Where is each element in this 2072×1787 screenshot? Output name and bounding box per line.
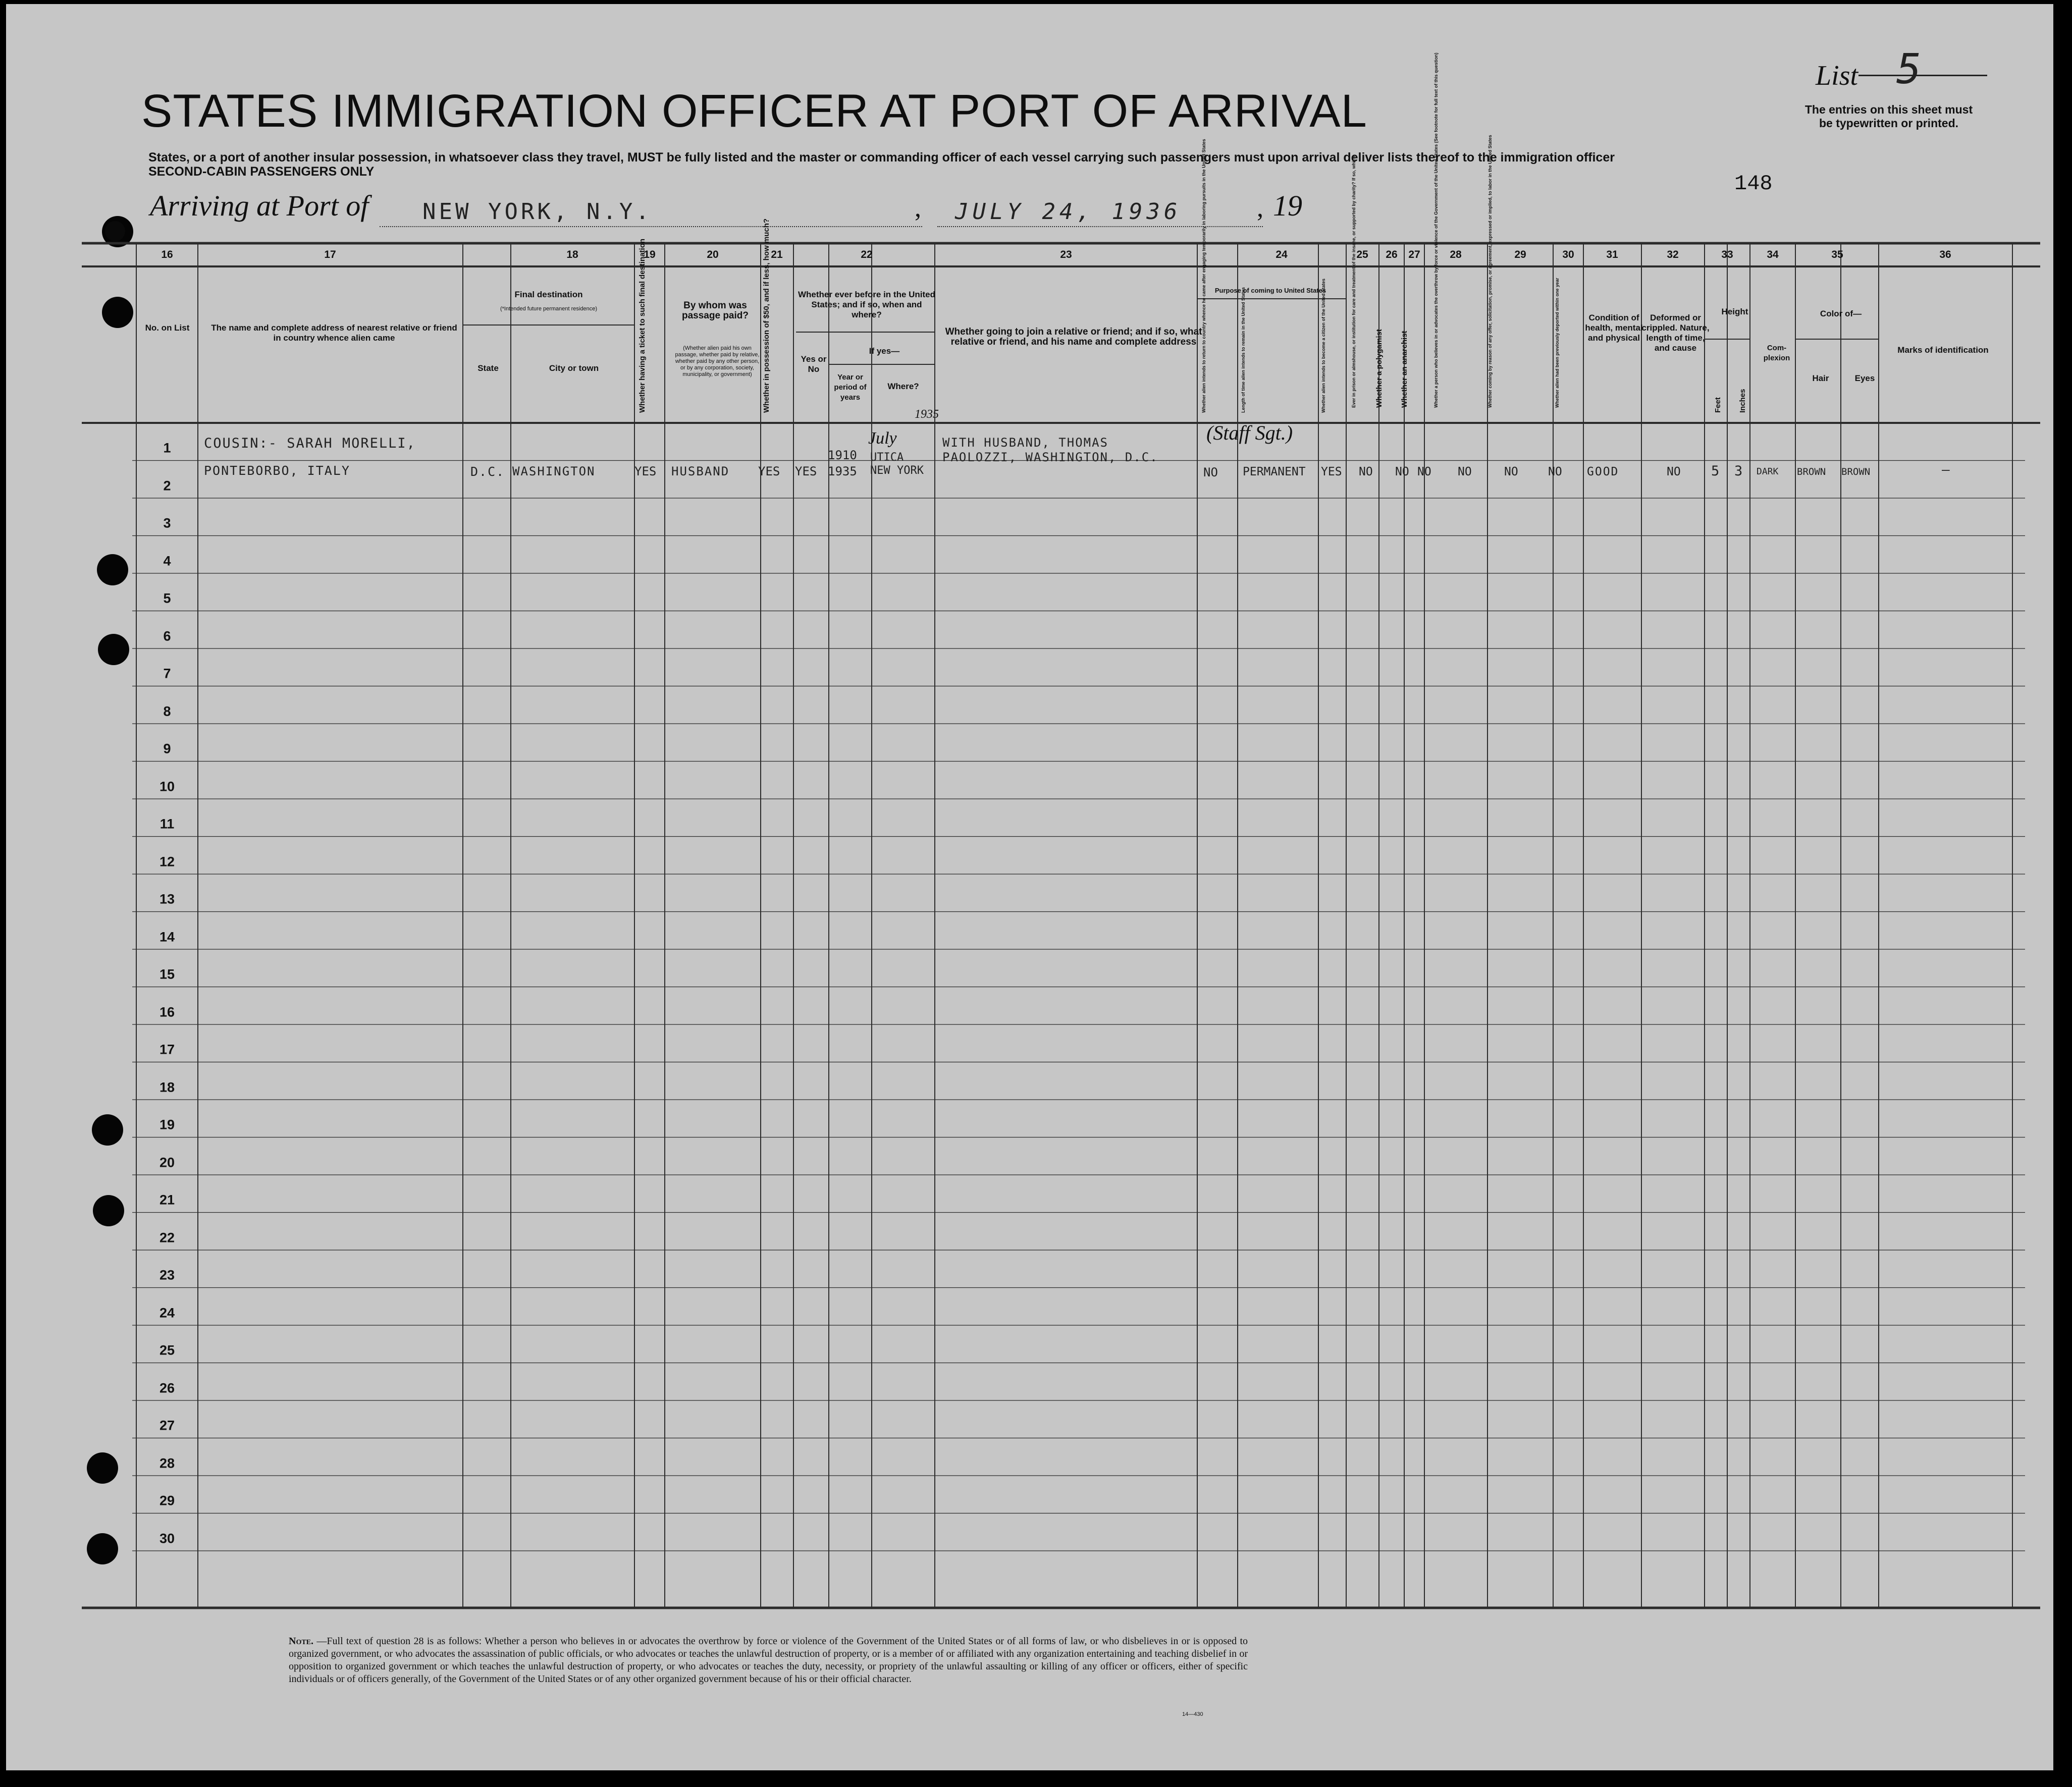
column-number: 22: [861, 249, 873, 260]
header-condition: Condition of health, mental and physical: [1585, 313, 1643, 343]
column-number: 29: [1514, 249, 1526, 260]
row-number: 27: [159, 1418, 175, 1433]
row-number: 17: [159, 1042, 175, 1057]
entry-city: WASHINGTON: [512, 464, 596, 478]
entry-feet: 5: [1711, 463, 1720, 479]
row-number: 18: [159, 1079, 175, 1095]
header-polygamist: Whether a polygamist: [1375, 329, 1384, 408]
entry-where-year: 1935: [915, 408, 939, 421]
entry-marks: —: [1942, 462, 1950, 477]
header-hair: Hair: [1812, 373, 1829, 383]
header-ticket: Whether having a ticket to such final destination: [638, 238, 647, 413]
entry-hair: BROWN: [1797, 466, 1826, 477]
row-number: 1: [163, 440, 171, 456]
header-money: Whether in possession of $50, and if less, how much?: [762, 218, 771, 413]
row-number: 9: [163, 741, 171, 756]
entry-staff-sgt: (Staff Sgt.): [1206, 421, 1293, 444]
header-no-on-list: No. on List: [145, 323, 190, 333]
entry-where-1: UTICA: [870, 451, 904, 464]
row-number: 12: [159, 854, 175, 870]
page-number: 148: [1734, 172, 1773, 196]
entry-citizen: YES: [1321, 465, 1342, 478]
entry-eyes: BROWN: [1841, 466, 1871, 477]
manifest-sheet: [6, 4, 2053, 1770]
entry-year-2: 1935: [828, 464, 857, 478]
header-complexion: Com-plexion: [1763, 344, 1790, 362]
entry-condition: GOOD: [1587, 465, 1619, 478]
header-where: Where?: [887, 382, 919, 391]
header-overthrow: Whether a person who believes in or advocates the overthrow by force or violence of the Government of the United States (See footnote for full text of this question): [1433, 52, 1439, 408]
row-number: 8: [163, 703, 171, 719]
entry-passage-paid: HUSBAND: [671, 464, 730, 478]
header-passage-paid: By whom was passage paid?: [682, 300, 749, 321]
row-number: 24: [159, 1305, 175, 1321]
header-length-of-time: Length of time alien intends to remain in the United States: [1241, 287, 1246, 413]
footnote: [289, 1635, 1248, 1686]
entry-year-1: 1910: [828, 448, 857, 462]
column-number: 23: [1060, 249, 1072, 260]
column-number: 25: [1356, 249, 1368, 260]
header-color-of: Color of—: [1820, 309, 1862, 318]
row-number: 19: [159, 1117, 175, 1132]
entry-join-line-2: PAOLOZZI, WASHINGTON, D.C.: [942, 450, 1158, 464]
column-number: 30: [1562, 249, 1574, 260]
entry-join-line-1: WITH HUSBAND, THOMAS: [942, 436, 1108, 450]
entry-inches: 3: [1734, 463, 1743, 479]
comma-2: ,: [1257, 194, 1263, 223]
entry-purpose: NO: [1203, 465, 1218, 479]
header-city: City or town: [549, 363, 599, 373]
row-number: 25: [159, 1342, 175, 1358]
column-number: 28: [1450, 249, 1462, 260]
date-value: JULY 24, 1936: [955, 199, 1182, 225]
column-number: 36: [1939, 249, 1951, 260]
entry-deported: NO: [1548, 465, 1562, 478]
header-deformed: Deformed or crippled. Nature, length of time, and cause: [1641, 313, 1710, 353]
column-number: 19: [644, 249, 656, 260]
header-purpose: Purpose of coming to United States: [1214, 287, 1326, 294]
header-final-destination: Final destination: [514, 290, 583, 299]
header-before-in-us: Whether ever before in the United States; and if so, when and where?: [798, 290, 936, 319]
row-number: 26: [159, 1380, 175, 1396]
row-number: 22: [159, 1230, 175, 1246]
header-class-label: SECOND-CABIN PASSENGERS ONLY: [148, 165, 375, 179]
row-number: 15: [159, 966, 175, 982]
entry-relative-line-1: COUSIN:- SARAH MORELLI,: [204, 436, 416, 451]
row-number: 5: [163, 590, 171, 606]
header-instruction: States, or a port of another insular possession, in whatsoever class they travel, MUST be fully listed and the master or commanding officer of each vessel carrying such passengers must upon arrival deliver lists thereof to the immigration officer: [148, 150, 1615, 165]
entry-offer: NO: [1504, 465, 1518, 478]
row-number: 16: [159, 1004, 175, 1020]
column-number: 24: [1276, 249, 1288, 260]
column-number: 20: [707, 249, 719, 260]
row-number: 21: [159, 1192, 175, 1208]
column-number: 33: [1721, 249, 1733, 260]
row-number: 3: [163, 515, 171, 531]
header-final-destination-note: (*Intended future permanent residence): [500, 306, 597, 312]
header-citizen: Whether alien intends to become a citizen of the United States: [1321, 278, 1326, 413]
column-number: 16: [161, 249, 173, 260]
header-anarchist: Whether an anarchist: [1400, 331, 1409, 408]
header-if-yes: If yes—: [869, 346, 900, 356]
header-passage-paid-note: (Whether alien paid his own passage, whether paid by relative, whether paid by any other person, or by any corporation, society, municipality, or government): [675, 345, 760, 377]
typewritten-note-line-2: be typewritten or printed.: [1819, 117, 1959, 130]
row-number: 23: [159, 1267, 175, 1283]
header-join-relative: Whether going to join a relative or friend; and if so, what relative or friend, and his name and complete address: [945, 327, 1202, 347]
entry-complexion: DARK: [1757, 466, 1779, 477]
column-number: 35: [1831, 249, 1843, 260]
header-prison: Ever in prison or almshouse, or institution for care and treatment of the insane, or supported by charity? If so, which: [1351, 155, 1356, 408]
column-number: 17: [324, 249, 336, 260]
typewritten-note-line-1: The entries on this sheet must: [1804, 103, 1973, 116]
entry-relative-line-2: PONTEBORBO, ITALY: [204, 463, 350, 478]
row-number: 4: [163, 553, 171, 569]
column-number: 34: [1767, 249, 1779, 260]
port-value: NEW YORK, N.Y.: [422, 199, 652, 225]
header-yes-no: Yes or No: [801, 354, 827, 374]
footnote-label: Note.: [289, 1636, 314, 1647]
page-title: STATES IMMIGRATION OFFICER AT PORT OF ARRIVAL: [141, 85, 1367, 137]
entry-deformed: NO: [1667, 465, 1681, 478]
entry-ticket: YES: [634, 464, 657, 478]
column-number: 18: [566, 249, 578, 260]
entry-polygamist: NO: [1395, 465, 1409, 478]
header-nearest-relative: The name and complete address of nearest relative or friend in country whence alien came: [211, 323, 457, 343]
row-number: 30: [159, 1531, 175, 1546]
entry-length: PERMANENT: [1243, 465, 1306, 478]
header-height: Height: [1721, 307, 1748, 316]
header-offer: Whether coming by reason of any offer, solicitation, promise, or agreement, expressed or implied, to labor in the United States: [1487, 135, 1493, 408]
header-inches: Inches: [1738, 389, 1747, 413]
footnote-text: —Full text of question 28 is as follows: Whether a person who believes in or advocates the overthrow by force or violence of the Government of the United States or of all forms of law, or who disbelieves in or is opposed to organized government, or who advocates the assassination of public officials, or who advocates or teaches the unlawful destruction of property, or is a member of or affiliated with any organization entertaining and teaching disbelief in or opposition to organized government or which teaches the unlawful destruction of property, or who advocates or teaches the duty, necessity, or propriety of the unlawful assaulting or killing of any officer or officers, either of specific individuals or of officers generally, of the Government of the United States or of any other organized government because of his or their official character.: [289, 1636, 1248, 1685]
row-number: 14: [159, 929, 175, 945]
manifest-grid: [6, 4, 2053, 1770]
row-number: 13: [159, 891, 175, 907]
comma-1: ,: [915, 194, 921, 223]
entry-where-2: NEW YORK: [870, 464, 924, 477]
entry-overthrow: NO: [1458, 465, 1472, 478]
column-number: 21: [771, 249, 783, 260]
row-number: 10: [159, 779, 175, 794]
list-label: List: [1816, 60, 1858, 91]
row-number: 20: [159, 1155, 175, 1170]
entry-where-handwritten: July: [868, 429, 897, 448]
row-number: 11: [160, 816, 175, 832]
year-prefix: 19: [1273, 189, 1302, 222]
column-number: 32: [1667, 249, 1679, 260]
list-number: 5: [1896, 45, 1922, 93]
row-number: 7: [163, 666, 171, 681]
entry-prison: NO: [1359, 465, 1373, 478]
header-eyes: Eyes: [1854, 373, 1875, 383]
entry-anarchist: NO: [1417, 465, 1431, 478]
row-number: 6: [163, 628, 171, 644]
entry-state: D.C.: [470, 464, 505, 479]
header-purpose-intends: Whether alien intends to return to country whence he came after engaging temporarily in laboring pursuits in the United States: [1201, 139, 1206, 413]
header-feet: Feet: [1714, 397, 1722, 413]
row-number: 28: [159, 1455, 175, 1471]
column-number: 27: [1408, 249, 1420, 260]
header-deported: Whether alien had been previously deported within one year: [1555, 278, 1560, 408]
arriving-label: Arriving at Port of: [150, 189, 369, 222]
column-number: 31: [1606, 249, 1618, 260]
header-year-period: Year or period of years: [834, 373, 867, 402]
row-number: 2: [163, 478, 171, 494]
column-number: 26: [1386, 249, 1398, 260]
header-state: State: [477, 363, 499, 373]
entry-money: YES: [758, 464, 780, 478]
form-number: 14—430: [1182, 1711, 1203, 1717]
row-number: 29: [159, 1493, 175, 1508]
entry-before-yes-no: YES: [795, 464, 817, 478]
header-marks: Marks of identification: [1897, 345, 1989, 355]
